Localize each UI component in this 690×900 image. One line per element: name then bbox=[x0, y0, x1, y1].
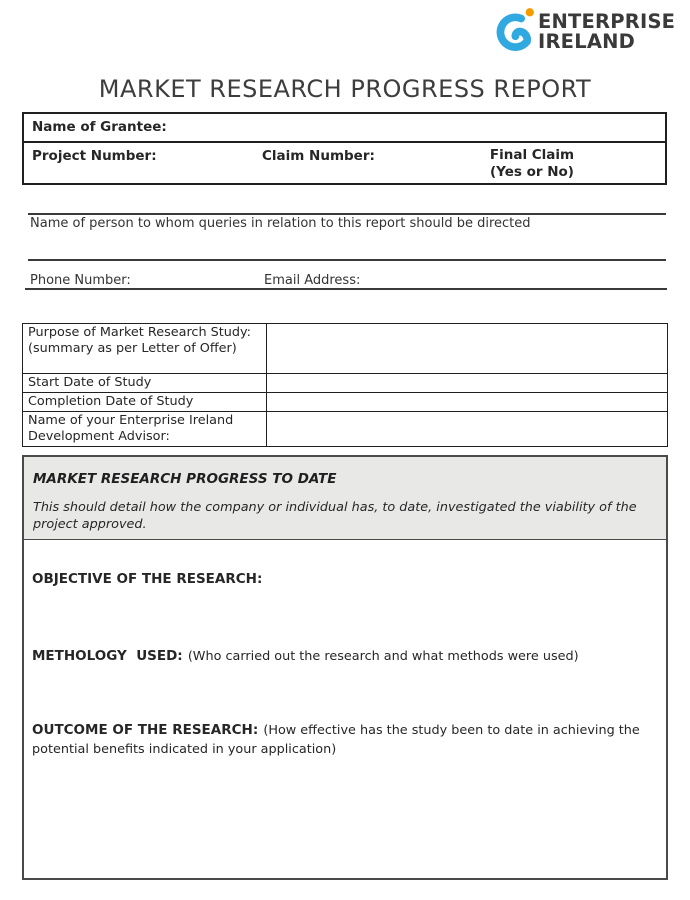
logo-swirl-path bbox=[500, 17, 527, 47]
enterprise-ireland-swirl-icon bbox=[489, 6, 537, 60]
purpose-label-cell: Purpose of Market Research Study: (summary as per Letter of Offer) bbox=[23, 324, 267, 374]
claim-number-label: Claim Number: bbox=[262, 148, 375, 164]
grantee-row bbox=[24, 114, 665, 143]
start-date-label-cell: Start Date of Study bbox=[23, 374, 267, 393]
objective-label: OBJECTIVE OF THE RESEARCH: bbox=[32, 571, 263, 587]
enterprise-ireland-wordmark bbox=[538, 12, 675, 52]
queries-top-rule bbox=[28, 213, 666, 215]
page-title: MARKET RESEARCH PROGRESS REPORT bbox=[98, 75, 592, 103]
grantee-table bbox=[22, 112, 667, 185]
wordmark-line2: IRELAND bbox=[538, 30, 636, 53]
queries-bottom-rule bbox=[25, 288, 667, 290]
queries-directed-label: Name of person to whom queries in relation to this report should be directed bbox=[30, 216, 531, 231]
progress-header-band bbox=[24, 457, 666, 540]
progress-body[interactable] bbox=[24, 540, 666, 877]
study-details-table bbox=[22, 323, 668, 447]
queries-mid-rule bbox=[28, 259, 666, 261]
outcome-row bbox=[32, 720, 654, 758]
completion-date-value-cell[interactable] bbox=[267, 393, 668, 412]
outcome-hint: (How effective has the study been to date in achieving the potential benefits indicated in your application) bbox=[32, 723, 640, 757]
progress-to-date-box bbox=[22, 455, 668, 880]
logo-orange-dot bbox=[526, 8, 534, 16]
methodology-label: METHOLOGY USED: bbox=[32, 648, 183, 664]
table-row bbox=[23, 324, 668, 374]
advisor-label-cell: Name of your Enterprise Ireland Development Advisor: bbox=[23, 412, 267, 447]
start-date-value-cell[interactable] bbox=[267, 374, 668, 393]
wordmark-line1: ENTERPRISE bbox=[538, 10, 676, 33]
completion-date-label-cell: Completion Date of Study bbox=[23, 393, 267, 412]
progress-header-title: MARKET RESEARCH PROGRESS TO DATE bbox=[33, 471, 337, 487]
project-claim-row bbox=[24, 143, 665, 183]
table-row bbox=[23, 412, 668, 447]
name-of-grantee-label: Name of Grantee: bbox=[32, 119, 167, 135]
methodology-hint: (Who carried out the research and what methods were used) bbox=[187, 649, 579, 664]
table-row bbox=[23, 393, 668, 412]
progress-header-description: This should detail how the company or individual has, to date, investigated the viability of the project approved. bbox=[33, 500, 637, 532]
email-address-label: Email Address: bbox=[264, 273, 361, 288]
final-claim-label: Final Claim (Yes or No) bbox=[489, 147, 575, 180]
advisor-value-cell[interactable] bbox=[267, 412, 668, 447]
purpose-value-cell[interactable] bbox=[267, 324, 668, 374]
phone-number-label: Phone Number: bbox=[30, 273, 131, 288]
objective-row bbox=[32, 568, 262, 587]
methodology-row bbox=[32, 646, 658, 665]
outcome-label: OUTCOME OF THE RESEARCH: bbox=[32, 722, 259, 738]
table-row bbox=[23, 374, 668, 393]
project-number-label: Project Number: bbox=[32, 148, 157, 164]
